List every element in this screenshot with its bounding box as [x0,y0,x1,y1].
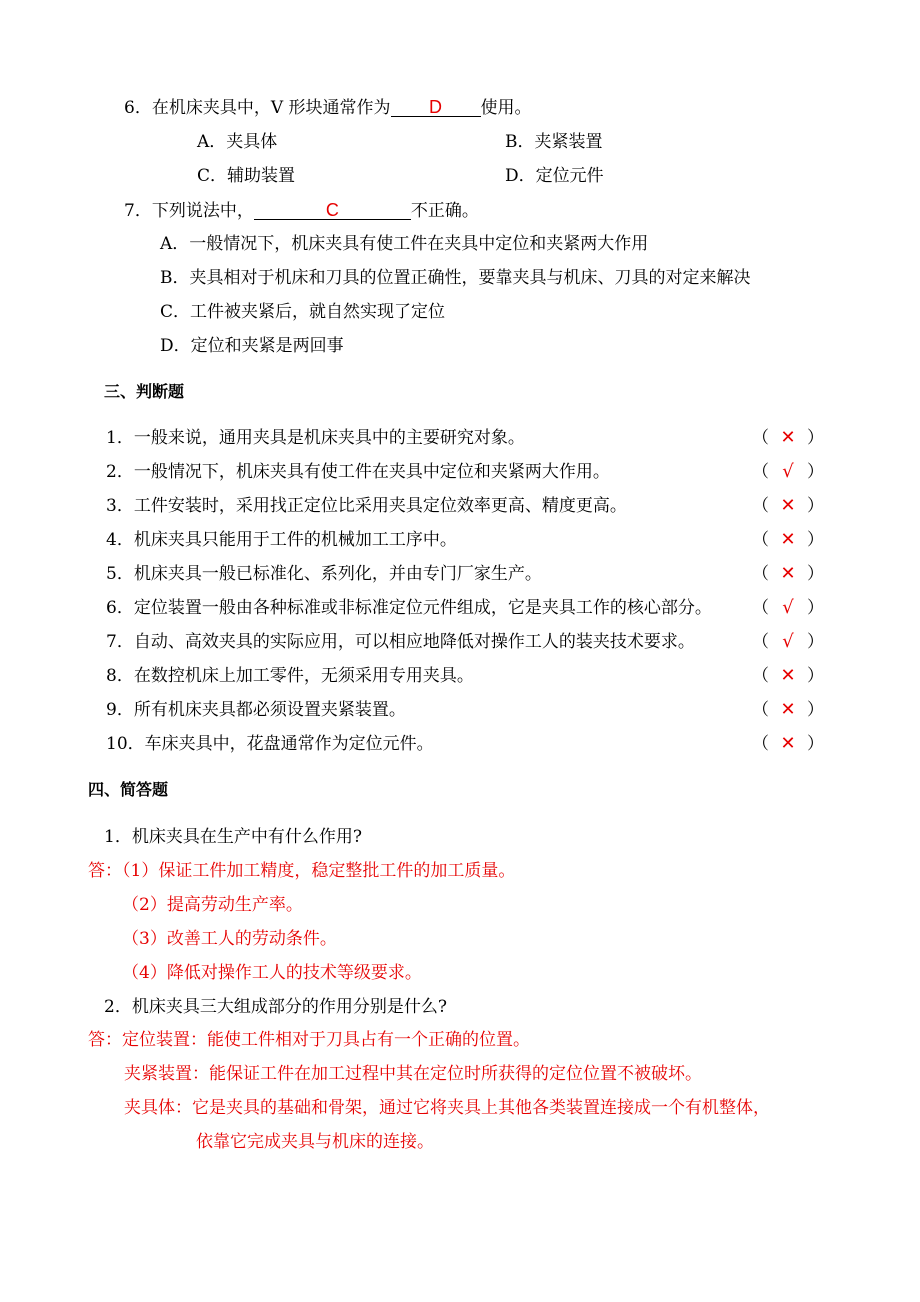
question-7-option-d: D．定位和夹紧是两回事 [160,336,344,356]
cross-mark-icon: ✕ [780,427,796,448]
judge-heading: 三、判断题 [104,382,185,401]
judge-item [106,665,474,687]
close-paren: ） [807,632,824,652]
short-heading: 四、简答题 [88,780,169,799]
open-paren: （ [752,632,769,652]
judge-answer [752,563,824,585]
judge-item-text: 8．在数控机床上加工零件，无须采用专用夹具。 [106,666,474,686]
cross-mark-icon: ✕ [780,495,796,516]
judge-item [106,563,542,585]
close-paren: ） [807,598,824,618]
open-paren: （ [752,496,769,516]
open-paren: （ [752,666,769,686]
question-7-answer: C [254,201,411,220]
check-mark-icon: √ [782,631,794,652]
judge-answer [752,631,824,653]
question-7 [124,200,479,222]
short-answer-1-line-3: （3）改善工人的劳动条件。 [122,929,337,949]
open-paren: （ [752,700,769,720]
close-paren: ） [807,564,824,584]
short-answer-1-line-4: （4）降低对操作工人的技术等级要求。 [122,963,422,983]
open-paren: （ [752,734,769,754]
short-answer-2-line-4: 依靠它完成夹具与机床的连接。 [196,1132,434,1152]
close-paren: ） [807,700,824,720]
question-7-prefix: 7．下列说法中， [124,201,254,221]
close-paren: ） [807,496,824,516]
judge-item [106,461,610,483]
judge-item-text: 6．定位装置一般由各种标准或非标准定位元件组成，它是夹具工作的核心部分。 [106,598,712,618]
judge-answer [752,733,824,755]
question-6-option-b: B．夹紧装置 [505,132,603,152]
question-6 [124,97,532,119]
cross-mark-icon: ✕ [780,665,796,686]
judge-item [106,733,434,755]
judge-item-text: 9．所有机床夹具都必须设置夹紧装置。 [106,700,406,720]
open-paren: （ [752,530,769,550]
short-answer-2-line-1: 答：定位装置：能使工件相对于刀具占有一个正确的位置。 [88,1030,530,1050]
question-6-prefix: 6．在机床夹具中，V 形块通常作为 [124,98,391,118]
question-7-option-a: A．一般情况下，机床夹具有使工件在夹具中定位和夹紧两大作用 [160,234,649,254]
short-question-1: 1．机床夹具在生产中有什么作用? [104,827,362,847]
judge-item [106,597,712,619]
short-answer-1-line-1: 答：（1）保证工件加工精度，稳定整批工件的加工质量。 [88,861,516,881]
cross-mark-icon: ✕ [780,733,796,754]
question-6-answer: D [391,98,481,117]
judge-item-text: 7．自动、高效夹具的实际应用，可以相应地降低对操作工人的装夹技术要求。 [106,632,695,652]
judge-answer [752,529,824,551]
cross-mark-icon: ✕ [780,529,796,550]
judge-answer [752,665,824,687]
judge-item-text: 2．一般情况下，机床夹具有使工件在夹具中定位和夹紧两大作用。 [106,462,610,482]
question-7-option-b: B．夹具相对于机床和刀具的位置正确性，要靠夹具与机床、刀具的对定来解决 [160,268,751,288]
check-mark-icon: √ [782,597,794,618]
judge-answer [752,495,824,517]
question-6-suffix: 使用。 [480,98,532,118]
short-answer-1-line-2: （2）提高劳动生产率。 [122,895,303,915]
open-paren: （ [752,598,769,618]
close-paren: ） [807,666,824,686]
open-paren: （ [752,564,769,584]
judge-item [106,631,695,653]
judge-item-text: 10．车床夹具中，花盘通常作为定位元件。 [106,734,434,754]
close-paren: ） [807,428,824,448]
close-paren: ） [807,462,824,482]
judge-answer [752,427,824,449]
open-paren: （ [752,462,769,482]
judge-item [106,699,406,721]
short-answer-2-line-3: 夹具体：它是夹具的基础和骨架，通过它将夹具上其他各类装置连接成一个有机整体， [124,1098,770,1118]
short-answer-2-line-2: 夹紧装置：能保证工件在加工过程中其在定位时所获得的定位位置不被破坏。 [124,1064,702,1084]
judge-item-text: 4．机床夹具只能用于工件的机械加工工序中。 [106,530,457,550]
judge-answer [752,461,824,483]
cross-mark-icon: ✕ [780,699,796,720]
check-mark-icon: √ [782,461,794,482]
question-6-option-a: A．夹具体 [197,132,278,152]
judge-answer [752,699,824,721]
question-7-suffix: 不正确。 [410,201,479,221]
cross-mark-icon: ✕ [780,563,796,584]
close-paren: ） [807,734,824,754]
short-question-2: 2．机床夹具三大组成部分的作用分别是什么? [104,997,447,1017]
open-paren: （ [752,428,769,448]
question-6-option-d: D．定位元件 [505,166,604,186]
close-paren: ） [807,530,824,550]
judge-item-text: 1．一般来说，通用夹具是机床夹具中的主要研究对象。 [106,428,525,448]
judge-item-text: 5．机床夹具一般已标准化、系列化，并由专门厂家生产。 [106,564,542,584]
judge-item-text: 3．工件安装时，采用找正定位比采用夹具定位效率更高、精度更高。 [106,496,627,516]
question-6-option-c: C．辅助装置 [197,166,296,186]
judge-answer [752,597,824,619]
judge-item [106,427,525,449]
judge-item [106,529,457,551]
question-7-option-c: C．工件被夹紧后，就自然实现了定位 [160,302,446,322]
judge-item [106,495,627,517]
